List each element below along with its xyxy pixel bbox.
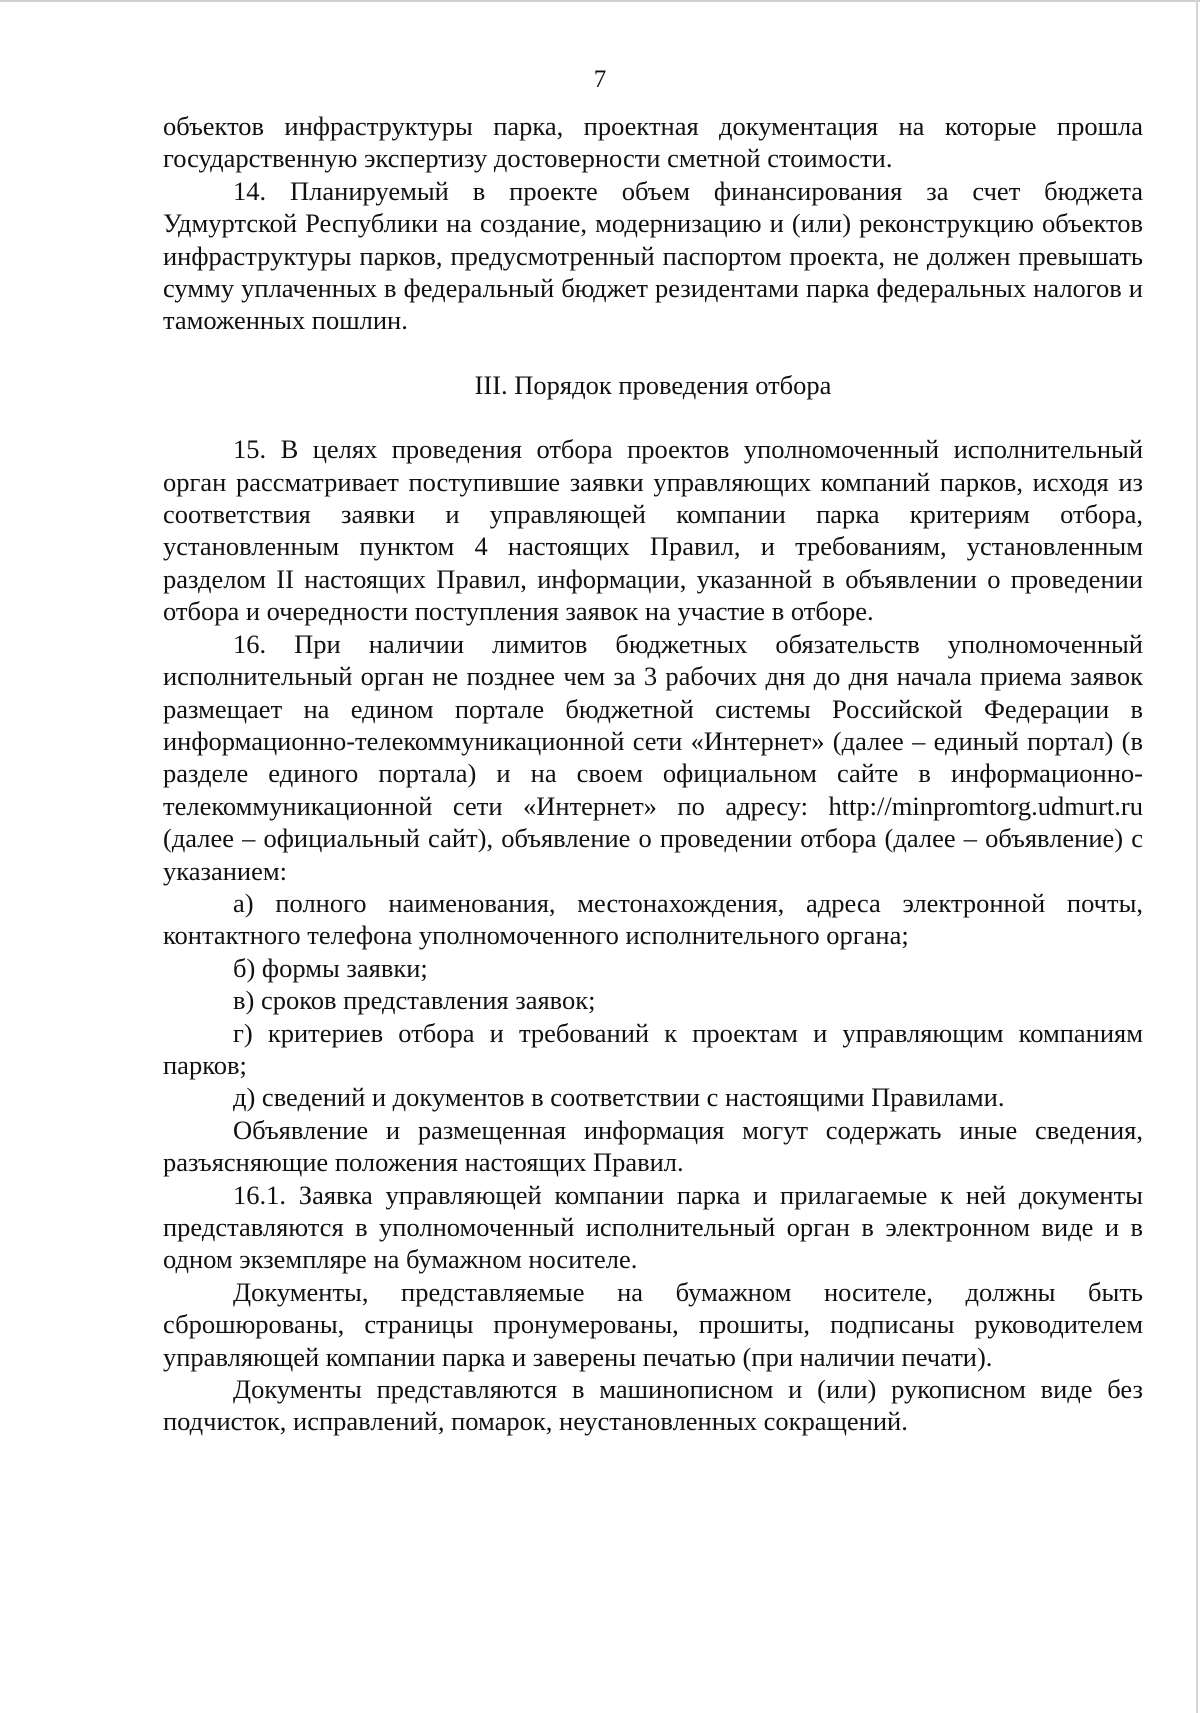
paragraph-16-1-form: Документы представляются в машинописном и (или) рукописном виде без подчисток, исправлений, помарок, неустановленных сокращений. xyxy=(163,1374,1143,1437)
scan-edge-top xyxy=(0,0,1200,2)
paragraph-16-item-v: в) сроков представления заявок; xyxy=(233,985,596,1016)
paragraph-14: 14. Планируемый в проекте объем финансирования за счет бюджета Удмуртской Республики на создание, модернизацию и (или) реконструкцию объектов инфраструктуры парков, предусмотренный паспортом проекта, не должен превышать сумму уплаченных в федеральный бюджет резидентами парка федеральных налогов и таможенных пошлин. xyxy=(163,175,1143,336)
paragraph-16: 16. При наличии лимитов бюджетных обязательств уполномоченный исполнительный орган не позднее чем за 3 рабочих дня до дня начала приема заявок размещает на едином портале бюджетной системы Российской Федерации в информационно-телекоммуникационной сети «Интернет» (далее – единый портал) (в разделе единого портала) и на своем официальном сайте в информационно-телекоммуникационной сети «Интернет» по адресу: http://minpromtorg.udmurt.ru (далее – официальный сайт), объявление о проведении отбора (далее – объявление) с указанием: xyxy=(163,628,1143,886)
section-heading: III. Порядок проведения отбора xyxy=(474,369,832,400)
page-number: 7 xyxy=(593,66,607,93)
paragraph-16-item-d: д) сведений и документов в соответствии с настоящими Правилами. xyxy=(233,1082,1005,1113)
paragraph-15: 15. В целях проведения отбора проектов уполномоченный исполнительный орган рассматривает поступившие заявки управляющих компаний парков, исходя из соответствия заявки и управляющей компании парка критериям отбора, установленным пунктом 4 настоящих Правил, и требованиям, установленным разделом II настоящих Правил, информации, указанной в объявлении о проведении отбора и очередности поступления заявок на участие в отборе. xyxy=(163,434,1143,627)
paragraph-continuation: объектов инфраструктуры парка, проектная документация на которые прошла государственную экспертизу достоверности сметной стоимости. xyxy=(163,111,1143,174)
paragraph-16-1: 16.1. Заявка управляющей компании парка и прилагаемые к ней документы представляются в уполномоченный исполнительный орган в электронном виде и в одном экземпляре на бумажном носителе. xyxy=(163,1179,1143,1275)
paragraph-16-item-a: а) полного наименования, местонахождения, адреса электронной почты, контактного телефона уполномоченного исполнительного органа; xyxy=(163,887,1143,951)
paragraph-16-note: Объявление и размещенная информация могут содержать иные сведения, разъясняющие положения настоящих Правил. xyxy=(163,1114,1143,1178)
paragraph-16-item-g: г) критериев отбора и требований к проектам и управляющим компаниям парков; xyxy=(163,1017,1143,1080)
document-body xyxy=(163,110,1143,1438)
paragraph-16-1-docs: Документы, представляемые на бумажном носителе, должны быть сброшюрованы, страницы пронумерованы, прошиты, подписаны руководителем управляющей компании парка и заверены печатью (при наличии печати). xyxy=(163,1276,1143,1372)
scan-edge-right xyxy=(1196,0,1198,1713)
paragraph-16-item-b: б) формы заявки; xyxy=(233,952,428,983)
